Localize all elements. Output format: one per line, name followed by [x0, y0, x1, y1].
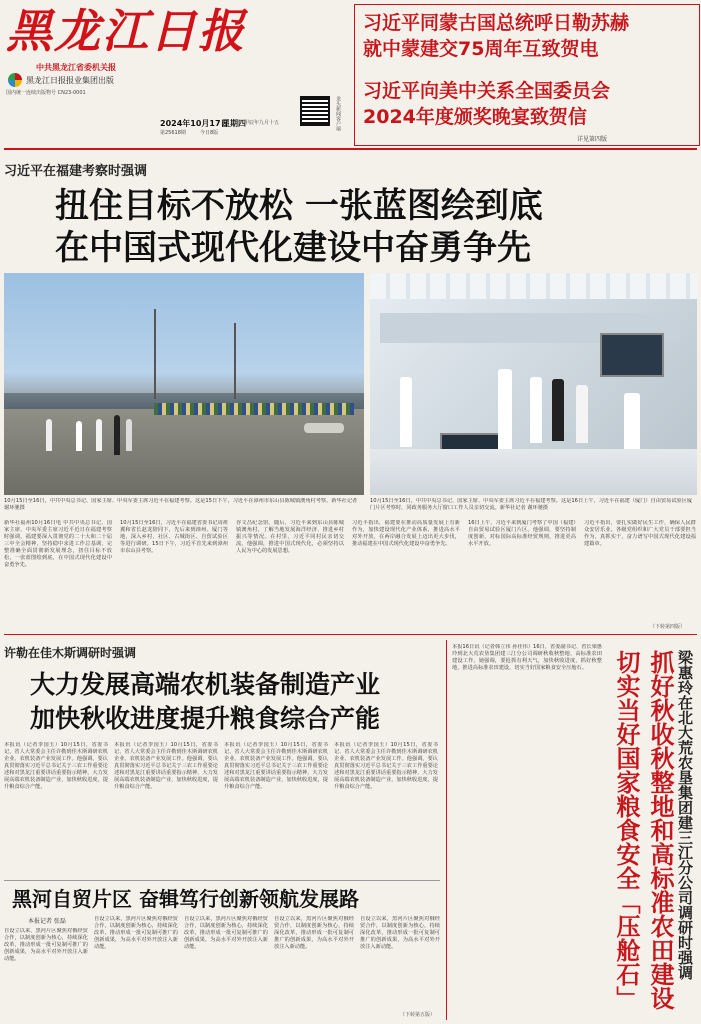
lead-body-col1: 新华社福州10月16日电 中共中央总书记、国家主席、中央军委主席习近平近日在福建考察时强调，福建要深入贯彻党的二十大和二十届三中全会精神，坚持稳中求进工作总基调，完整准确全面贯彻新发展理念，扭住目标不放松，一张蓝图绘到底，在中国式现代化建设中奋勇争先。 — [4, 520, 112, 568]
top-headline-1-line2[interactable]: 就中蒙建交75周年互致贺电 — [363, 38, 599, 60]
story3-title[interactable]: 黑河自贸片区 奋辑笃行创新领航发展路 — [12, 887, 359, 911]
story3-body-col2: 自设立以来，黑河片区聚焦对俄经贸合作，以制度创新为核心，持续深化改革，推动形成一批可复制可推广的创新成果，为高水平对外开放注入新动能。 — [94, 916, 178, 950]
lead-continued[interactable]: （下转第四版） — [650, 624, 686, 630]
story3-body-col1: 自设立以来，黑河片区聚焦对俄经贸合作，以制度创新为核心，持续深化改革，推动形成一批可复制可推广的创新成果，为高水平对外开放注入新动能。 — [4, 928, 88, 962]
crowd — [154, 403, 354, 415]
story3-continued[interactable]: （下转第五版） — [400, 1012, 436, 1018]
story3-byline: 本报记者 张磊 — [28, 918, 66, 925]
issue-lunar: 甲辰年九月十五 — [244, 120, 280, 126]
top-headline-2-line2[interactable]: 2024年度颁奖晚宴致贺信 — [363, 106, 587, 128]
lead-caption-right: 10月15日至16日，中共中央总书记、国家主席、中央军委主席习近平在福建考察。这是16日上午，习近平在福建（厦门）自由贸易试验区厦门片区考察时，同政务服务大厅窗口工作人员亲切交流。新华社记者 谢环驰摄 — [370, 498, 693, 511]
lead-body-col2: 10月15日至16日，习近平在福建省委书记周祖翼和省长赵龙陪同下，先后来到漳州、厦门等地，深入乡村、社区、古城街区、自贸试验区等进行调研。15日下午，习近平首先来到漳州市东山县考察。 — [120, 520, 228, 554]
lead-title-line1[interactable]: 扭住目标不放松 一张蓝图绘到底 — [55, 186, 543, 226]
lead-kicker: 习近平在福建考察时强调 — [4, 164, 148, 179]
group-logo-icon — [8, 73, 22, 87]
lead-photo-xiamen — [370, 273, 697, 495]
masthead-serial: 国内统一连续出版物号 CN23-0001 — [6, 90, 86, 96]
story4-kicker: 梁惠玲在北大荒农垦集团建三江分公司调研时强调 — [676, 650, 694, 980]
top-headlines-more[interactable]: 详见第四版 — [577, 136, 608, 143]
qr-code-icon[interactable] — [300, 96, 330, 126]
top-headline-1-line1[interactable]: 习近平同蒙古国总统呼日勒苏赫 — [363, 12, 630, 34]
story3-body-col3: 自设立以来，黑河片区聚焦对俄经贸合作，以制度创新为核心，持续深化改革，推动形成一批可复制可推广的创新成果，为高水平对外开放注入新动能。 — [184, 916, 268, 950]
section-divider — [4, 634, 697, 635]
story4-body: 本报16日讯（记者韩立伟 孙佳伟）16日，省委副书记、省长梁惠玲到北大荒农垦集团建三江分公司调研秋收秋整地、高标准农田建设工作。她强调，要抢抓有利天气，加快秋收进度，抓好秋整地，推进高标准农田建设，切实当好国家粮食安全压舱石。 — [452, 644, 602, 671]
harbor-ground — [4, 409, 364, 495]
story4-title-line2[interactable]: 切实当好国家粮食安全「压舱石」 — [612, 650, 640, 1010]
story2-title-line2[interactable]: 加快秋收进度提升粮食综合产能 — [30, 704, 381, 733]
story3-body-col5: 自设立以来，黑河片区聚焦对俄经贸合作，以制度创新为核心，持续深化改革，推动形成一批可复制可推广的创新成果，为高水平对外开放注入新动能。 — [360, 916, 440, 950]
story3-body-col4: 自设立以来，黑河片区聚焦对俄经贸合作，以制度创新为核心，持续深化改革，推动形成一批可复制可推广的创新成果，为高水平对外开放注入新动能。 — [274, 916, 354, 950]
lead-body-col4: 习近平指出，福建要在推动高质量发展上有新作为，加快建设现代化产业体系，推进高水平对外开放，在两岸融合发展上迈出更大步伐，推动福建在中国式现代化建设中奋勇争先。 — [352, 520, 460, 547]
top-headlines-box — [354, 4, 700, 146]
top-headline-2-line1[interactable]: 习近平向美中关系全国委员会 — [363, 80, 611, 102]
lead-caption-left: 10月15日至16日，中共中央总书记、国家主席、中央军委主席习近平在福建考察。这是15日下午，习近平在漳州市东山县陈城镇澳角村考察。新华社记者 谢环驰摄 — [4, 498, 358, 511]
masthead-divider — [4, 148, 697, 150]
story2-body-col3: 本报讯（记者李国玉）10月15日，省委书记、省人大常委会主任许勒到佳木斯调研农机企业、农机装备产业发展工作。他强调，要认真贯彻落实习近平总书记关于三农工作重要论述和对黑龙江重要讲话重要指示精神，大力发展高端农机装备制造产业，加快秋收进度，提升粮食综合产能。 — [224, 742, 328, 790]
issue-date: 2024年10月17日 — [160, 119, 229, 128]
lead-body-col6: 习近平指出，要扎实做好民生工作，确保人民群众安居乐业。各级党组织和广大党员干部要担当作为，真抓实干，奋力谱写中国式现代化建设福建篇章。 — [584, 520, 696, 547]
lead-body-col3: 谷文昌纪念馆。随后，习近平来到东山县陈城镇澳角村，了解当地发展海洋经济、推进乡村振兴等情况。在村里，习近平同村民亲切交流。他强调，推进中国式现代化，必须坚持以人民为中心的发展思想。 — [236, 520, 344, 554]
lead-photo-dongshan — [4, 273, 364, 495]
story2-kicker: 许勒在佳木斯调研时强调 — [4, 646, 137, 660]
issue-weekday: 星期四 — [222, 119, 246, 128]
lead-body-col5: 16日上午，习近平来到厦门考察了中国（福建）自由贸易试验区厦门片区。他强调，要坚持制度创新，对标国际高标准经贸规则，推进更高水平开放。 — [468, 520, 576, 547]
qr-label: 龙头新闻客户端 — [335, 96, 341, 131]
masthead-logo: 黑龙江日报 — [6, 4, 246, 58]
issue-pages: 今日8版 — [200, 130, 219, 136]
story2-title-line1[interactable]: 大力发展高端农机装备制造产业 — [30, 670, 381, 699]
story2-body-col2: 本报讯（记者李国玉）10月15日，省委书记、省人大常委会主任许勒到佳木斯调研农机企业、农机装备产业发展工作。他强调，要认真贯彻落实习近平总书记关于三农工作重要论述和对黑龙江重要讲话重要指示精神，大力发展高端农机装备制造产业，加快秋收进度，提升粮食综合产能。 — [114, 742, 218, 790]
story2-body-col4: 本报讯（记者李国玉）10月15日，省委书记、省人大常委会主任许勒到佳木斯调研农机企业、农机装备产业发展工作。他强调，要认真贯彻落实习近平总书记关于三农工作重要论述和对黑龙江重要讲话重要指示精神，大力发展高端农机装备制造产业，加快秋收进度，提升粮食综合产能。 — [334, 742, 438, 790]
story4-divider — [446, 640, 447, 1020]
story3-divider — [4, 880, 440, 881]
story4-title-line1[interactable]: 抓好秋收秋整地和高标准农田建设 — [646, 650, 674, 1010]
issue-number: 第25618期 — [160, 130, 186, 136]
story2-body-col1: 本报讯（记者李国玉）10月15日，省委书记、省人大常委会主任许勒到佳木斯调研农机企业、农机装备产业发展工作。他强调，要认真贯彻落实习近平总书记关于三农工作重要论述和对黑龙江重要讲话重要指示精神，大力发展高端农机装备制造产业，加快秋收进度，提升粮食综合产能。 — [4, 742, 108, 790]
lead-title-line2[interactable]: 在中国式现代化建设中奋勇争先 — [55, 228, 531, 268]
masthead-org: 中共黑龙江省委机关报 — [36, 63, 116, 72]
masthead-group: 黑龙江日报报业集团出版 — [26, 76, 114, 85]
